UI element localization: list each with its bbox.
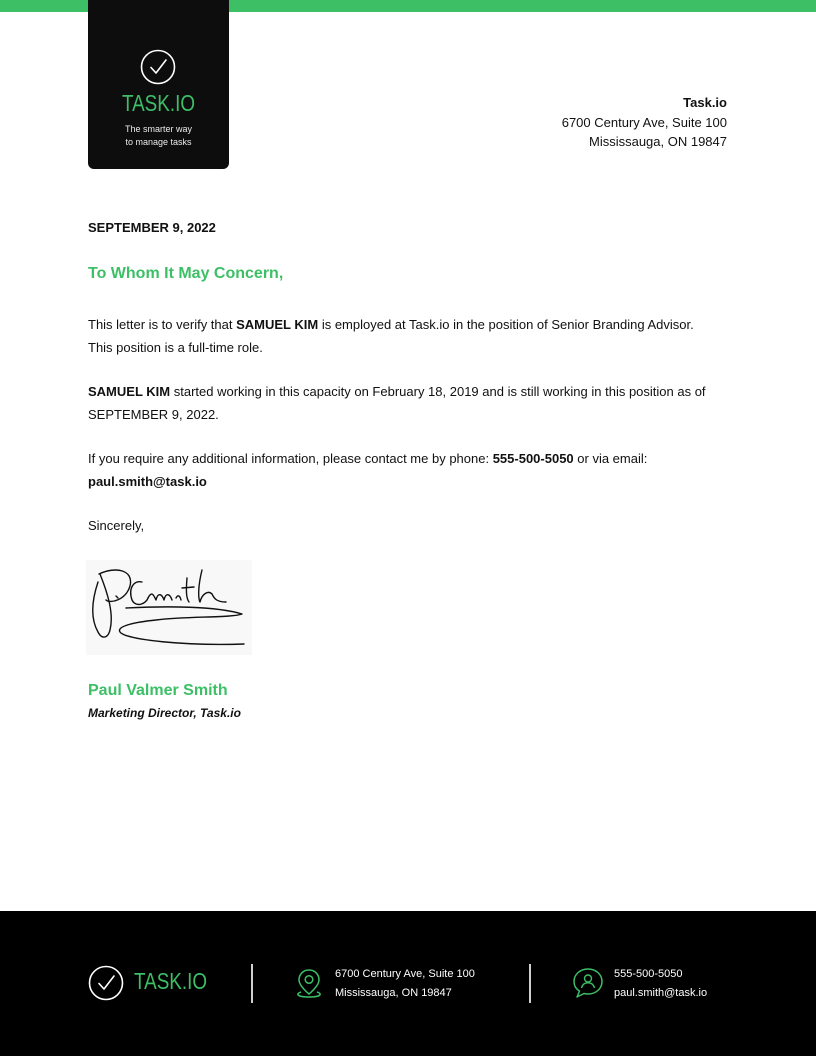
sender-address-line1: 6700 Century Ave, Suite 100 <box>561 114 727 130</box>
contact-phone: 555-500-5050 <box>492 451 574 466</box>
salutation: To Whom It May Concern, <box>88 265 284 282</box>
closing: Sincerely, <box>88 518 145 533</box>
employee-name: SAMUEL KIM <box>88 384 171 399</box>
logo-badge <box>88 0 229 169</box>
letter-date: SEPTEMBER 9, 2022 <box>88 220 216 235</box>
location-pin-icon <box>292 966 326 1000</box>
paragraph-contact: If you require any additional information, please contact me by phone: 555-500-5050 or via email: paul.smith@task.io <box>88 451 648 489</box>
sender-address-block <box>562 93 727 152</box>
contact-bubble-icon <box>571 966 605 1000</box>
signature-text: P. Smith <box>248 655 252 656</box>
logo-name: TASK.IO <box>121 90 196 116</box>
paragraph-employment-dates: SAMUEL KIM started working in this capacity on February 18, 2019 and is still working in this position as of SEPTEMBER 9, 2022. <box>88 384 706 422</box>
paragraph-verification: This letter is to verify that SAMUEL KIM is employed at Task.io in the position of Senior Branding Advisor. This position is a full-time role. <box>88 317 694 355</box>
footer-divider <box>251 964 253 1003</box>
footer-email: paul.smith@task.io <box>614 987 708 999</box>
signer-name: Paul Valmer Smith <box>88 682 228 699</box>
footer-contact <box>614 965 707 1003</box>
check-circle-icon <box>88 965 124 1001</box>
footer-phone: 555-500-5050 <box>614 968 683 980</box>
logo-tagline: The smarter way to manage tasks <box>124 124 193 147</box>
footer-brand: TASK.IO <box>134 968 208 994</box>
footer-address: 6700 Century Ave, Suite 100 Mississauga, ON 19847 <box>335 968 475 999</box>
employee-name: SAMUEL KIM <box>236 317 319 332</box>
footer <box>0 911 816 1056</box>
sender-address-line2: Mississauga, ON 19847 <box>588 134 727 149</box>
sender-company: Task.io <box>683 95 727 110</box>
contact-email: paul.smith@task.io <box>88 473 207 489</box>
signer-title: Marketing Director, Task.io <box>88 706 241 720</box>
check-circle-icon <box>140 49 176 85</box>
footer-divider <box>529 964 531 1003</box>
signature-image <box>86 560 252 655</box>
